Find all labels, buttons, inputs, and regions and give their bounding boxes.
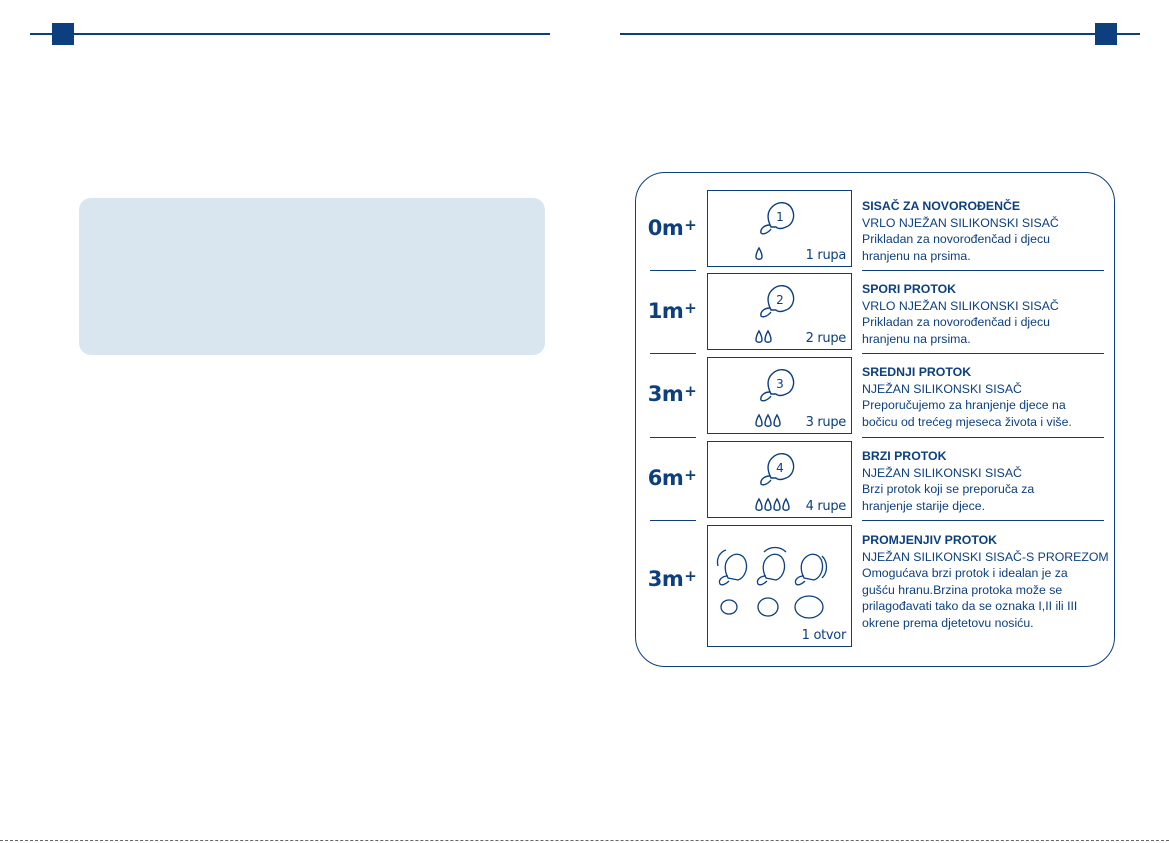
row-line: Prikladan za novorođenčad i djecu (862, 315, 1050, 330)
teat-box-3 (707, 441, 852, 518)
row-title-3: BRZI PROTOK (862, 449, 947, 463)
row-separator-right (862, 353, 1104, 354)
description-2 (862, 364, 1112, 430)
age-label-3: 6m+ (647, 466, 697, 490)
row-line: okrene prema djetetovu nosiću. (862, 615, 1034, 630)
description-3 (862, 448, 1112, 514)
row-separator-left (650, 270, 696, 271)
left-header-rule (30, 33, 550, 35)
row-separator-right (862, 520, 1104, 521)
holes-label-1: 2 rupe (805, 331, 846, 346)
row-separator-left (650, 437, 696, 438)
description-4 (862, 532, 1112, 632)
teat-number-2: 3 (776, 377, 784, 391)
row-line: Preporučujemo za hranjenje djece na (862, 398, 1066, 413)
row-line: hranjenu na prsima. (862, 248, 971, 263)
row-title-4: PROMJENJIV PROTOK (862, 533, 998, 547)
teat-box-1 (707, 273, 852, 350)
row-line: NJEŽAN SILIKONSKI SISAČ (862, 465, 1022, 480)
page-bottom-dashed-line (0, 840, 1169, 841)
row-title-1: SPORI PROTOK (862, 282, 957, 296)
right-header-square (1095, 23, 1117, 45)
row-line: bočicu od trećeg mjeseca života i više. (862, 414, 1072, 429)
teat-number-3: 4 (776, 461, 784, 475)
row-line: hranjenje starije djece. (862, 498, 986, 513)
row-separator-left (650, 520, 696, 521)
row-separator-right (862, 437, 1104, 438)
row-line: VRLO NJEŽAN SILIKONSKI SISAČ (862, 215, 1059, 230)
teat-box-4 (707, 525, 852, 647)
row-line: NJEŽAN SILIKONSKI SISAČ (862, 381, 1022, 396)
row-line: prilagođavati tako da se oznaka I,II ili III (862, 599, 1078, 614)
age-label-2: 3m+ (647, 382, 697, 406)
row-line: NJEŽAN SILIKONSKI SISAČ-S PROREZOM (862, 549, 1109, 564)
age-label-4: 3m+ (647, 567, 697, 591)
row-line: Omogućava brzi protok i idealan je za (862, 566, 1068, 581)
row-line: gušću hranu.Brzina protoka može se (862, 582, 1063, 597)
row-line: Brzi protok koji se preporuča za (862, 482, 1035, 497)
row-title-0: SISAČ ZA NOVOROĐENČE (862, 199, 1021, 213)
teat-box-2 (707, 357, 852, 434)
row-line: hranjenu na prsima. (862, 331, 971, 346)
teat-number-1: 2 (776, 293, 784, 307)
teat-box-0 (707, 190, 852, 267)
row-separator-left (650, 353, 696, 354)
age-label-1: 1m+ (647, 299, 697, 323)
holes-label-3: 4 rupe (805, 499, 846, 514)
holes-label-0: 1 rupa (805, 248, 846, 263)
row-line: VRLO NJEŽAN SILIKONSKI SISAČ (862, 298, 1059, 313)
holes-label-2: 3 rupe (805, 415, 846, 430)
row-separator-right (862, 270, 1104, 271)
row-line: Prikladan za novorođenčad i djecu (862, 232, 1050, 247)
row-title-2: SREDNJI PROTOK (862, 365, 972, 379)
left-header-square (52, 23, 74, 45)
description-1 (862, 281, 1112, 347)
description-0 (862, 198, 1112, 264)
info-panel (79, 198, 545, 355)
age-label-0: 0m+ (647, 216, 697, 240)
holes-label-4: 1 otvor (801, 628, 846, 643)
right-header-rule (620, 33, 1140, 35)
teat-number-0: 1 (776, 210, 784, 224)
